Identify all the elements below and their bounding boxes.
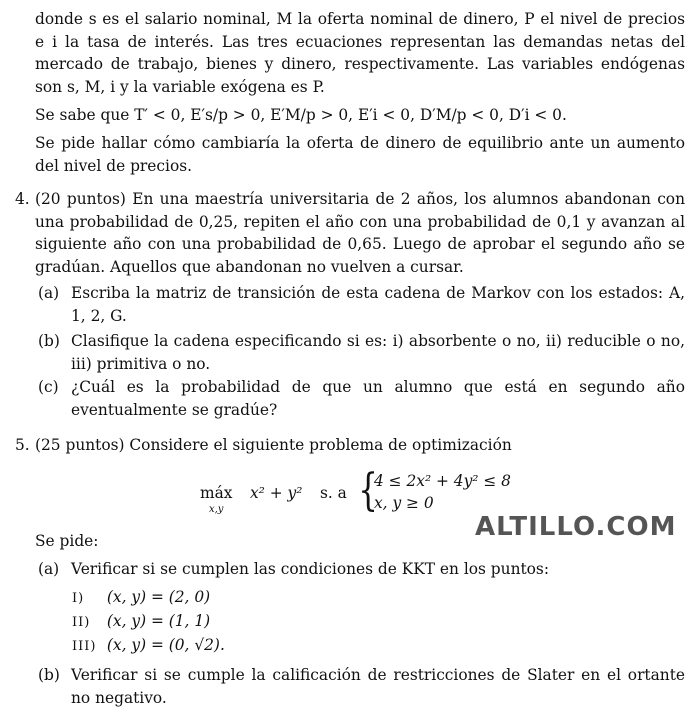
point-iii [72,634,225,659]
question-text: (25 puntos) Considere el siguiente problema de optimización [35,436,512,454]
sub-text: ¿Cuál es la probabilidad de que un alumno que está en segundo año eventualmente se gradúe? [71,378,685,419]
sub-text: Verificar si se cumple la calificación de restricciones de Slater en el ortante no negativo. [71,666,685,707]
point-label: I) [72,591,85,606]
optimization-problem [200,465,540,516]
question-4a [38,282,685,327]
point-ii [72,610,210,635]
point-label: III) [72,639,97,654]
constraint-1: 4 ≤ 2x² + 4y² ≤ 8 [374,472,511,490]
derivatives-paragraph: Se sabe que T′ < 0, E′s/p > 0, E′M/p > 0, E′i < 0, D′M/p < 0, D′i < 0. [35,106,567,124]
question-4 [15,188,685,278]
max-subscript: x,y [208,503,224,515]
question-prompt: Se pide hallar cómo cambiaría la oferta de dinero de equilibrio ante un aumento del nivel de precios. [35,134,685,175]
max-word: máx [200,484,233,502]
sub-text: Verificar si se cumplen las condiciones de KKT en los puntos: [71,560,550,578]
question-4c [38,376,685,421]
question-5 [15,434,685,457]
subject-to: s. a [320,484,347,502]
sub-text: Clasifique la cadena especificando si es: i) absorbente o no, ii) reducible o no, iii) primitiva o no. [71,332,685,373]
watermark-logo: ALTILLO.COM [475,512,677,542]
point-text: (x, y) = (1, 1) [106,612,211,630]
left-brace: { [358,465,378,516]
sub-label: (b) [38,666,60,684]
question-5a [38,558,685,581]
intro-paragraph: donde s es el salario nominal, M la oferta nominal de dinero, P el nivel de precios e i la tasa de interés. Las tres ecuaciones representan las demandas netas del mercado de trabajo, bienes y dinero, respectivamente. Las variables endógenas son s, M, i y la variable exógena es P. [35,10,685,96]
sub-label: (c) [38,378,59,396]
sub-label: (a) [38,284,60,302]
point-label: II) [72,615,91,630]
question-text: (20 puntos) En una maestría universitaria de 2 años, los alumnos abandonan con una probabilidad de 0,25, repiten el año con una probabilidad de 0,1 y avanzan al siguiente año con una probabilidad de 0,65. Luego de aprobar el segundo año se gradúan. Aquellos que abandonan no vuelven a cursar. [35,190,685,276]
point-i [72,586,210,611]
question-4b [38,330,685,375]
question-number: 5. [15,436,30,454]
point-text: (x, y) = (0, √2). [106,636,225,654]
sub-label: (b) [38,332,60,350]
sub-label: (a) [38,560,60,578]
max-operator [200,482,232,515]
objective-function: x² + y² [250,484,303,502]
se-pide: Se pide: [35,532,99,550]
question-number: 4. [15,190,30,208]
sub-text: Escriba la matriz de transición de esta cadena de Markov con los estados: A, 1, 2, G. [71,284,685,325]
point-text: (x, y) = (2, 0) [106,588,211,606]
question-5b [38,664,685,709]
constraint-2: x, y ≥ 0 [374,494,434,512]
